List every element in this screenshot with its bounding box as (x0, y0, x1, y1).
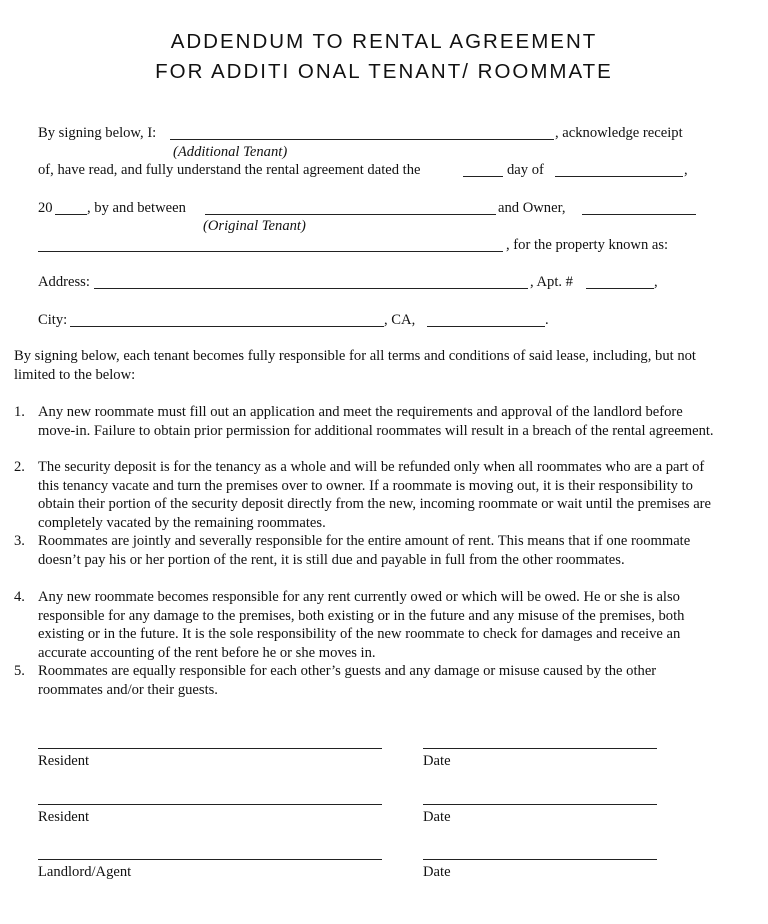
resident-2-date-line[interactable] (423, 804, 657, 805)
term-text: Any new roommate becomes responsible for any rent currently owed or which will be owed. He or she is also responsible for any damage to the premises, both existing or in the future and any misuse of the premises, both existing or in the future. It is the sole responsibility of the new roommate to check for damages and receive an accurate accounting of the rent before he or she moves in. (38, 589, 685, 661)
term-number: 1. (14, 404, 25, 420)
intro-paragraph: By signing below, each tenant becomes fully responsible for all terms and conditions of said lease, including, but not limited to the below: (14, 348, 696, 383)
date-label-1: Date (423, 753, 451, 769)
term-number: 3. (14, 533, 25, 549)
date-label-3: Date (423, 864, 451, 880)
agreement-month-field[interactable] (555, 176, 683, 177)
apt-label: , Apt. # (530, 274, 573, 290)
resident-1-date-line[interactable] (423, 748, 657, 749)
resident-1-signature-line[interactable] (38, 748, 382, 749)
day-of-text: day of (507, 162, 544, 178)
year-prefix: 20 (38, 200, 53, 216)
term-text: Roommates are equally responsible for each other’s guests and any damage or misuse caused by the other roommates and/or their guests. (38, 663, 657, 698)
by-and-between-text: , by and between (87, 200, 186, 216)
signature-label-1: Resident (38, 753, 90, 769)
acknowledge-text: , acknowledge receipt (555, 125, 683, 141)
address-label: Address: (38, 274, 90, 290)
additional-tenant-name-field[interactable] (170, 139, 554, 140)
original-tenant-name-field[interactable] (205, 214, 496, 215)
term-text: Any new roommate must fill out an application and meet the requirements and approval of the landlord before move-in. Failure to obtain prior permission for additional roommates will result in a breach of the rental agreement. (38, 404, 714, 439)
period-text: . (545, 312, 549, 328)
term-number: 5. (14, 663, 25, 679)
agreement-day-field[interactable] (463, 176, 503, 177)
term-number: 4. (14, 589, 25, 605)
property-known-text: , for the property known as: (506, 237, 669, 253)
resident-2-signature-line[interactable] (38, 804, 382, 805)
and-owner-text: and Owner, (498, 200, 566, 216)
owner-name-field[interactable] (582, 214, 696, 215)
date-label-2: Date (423, 809, 451, 825)
additional-tenant-caption: (Additional Tenant) (173, 144, 288, 160)
comma-text-2: , (654, 274, 658, 290)
zip-field[interactable] (427, 326, 545, 327)
term-number: 2. (14, 459, 25, 475)
document-title-line-1: ADDENDUM TO RENTAL AGREEMENT (170, 30, 598, 53)
by-signing-label: By signing below, I: (38, 125, 157, 141)
owner-name-continued-field[interactable] (38, 251, 503, 252)
landlord-date-line[interactable] (423, 859, 657, 860)
city-field[interactable] (70, 326, 384, 327)
apt-number-field[interactable] (586, 288, 654, 289)
original-tenant-caption: (Original Tenant) (203, 218, 306, 234)
term-text: The security deposit is for the tenancy as a whole and will be refunded only when all roommates who are a part of this tenancy vacate and turn the premises over to owner. If a roommate is moving out, it is their responsibility to obtain their portion of the security deposit directly from the new, incoming roommate or wait until the premises are completely vacated by the remaining roommates. (38, 459, 712, 531)
agreement-year-field[interactable] (55, 214, 87, 215)
landlord-signature-line[interactable] (38, 859, 382, 860)
have-read-text: of, have read, and fully understand the rental agreement dated the (38, 162, 421, 178)
city-label: City: (38, 312, 68, 328)
document-title-line-2: FOR ADDITI ONAL TENANT/ ROOMMATE (155, 60, 613, 83)
comma-text: , (684, 162, 688, 178)
address-field[interactable] (94, 288, 528, 289)
term-text: Roommates are jointly and severally responsible for the entire amount of rent. This means that if one roommate doesn’t pay his or her portion of the rent, it is still due and payable in full from the other roommates. (38, 533, 691, 568)
signature-label-2: Resident (38, 809, 90, 825)
ca-label: , CA, (384, 312, 416, 328)
signature-label-3: Landlord/Agent (38, 864, 132, 880)
